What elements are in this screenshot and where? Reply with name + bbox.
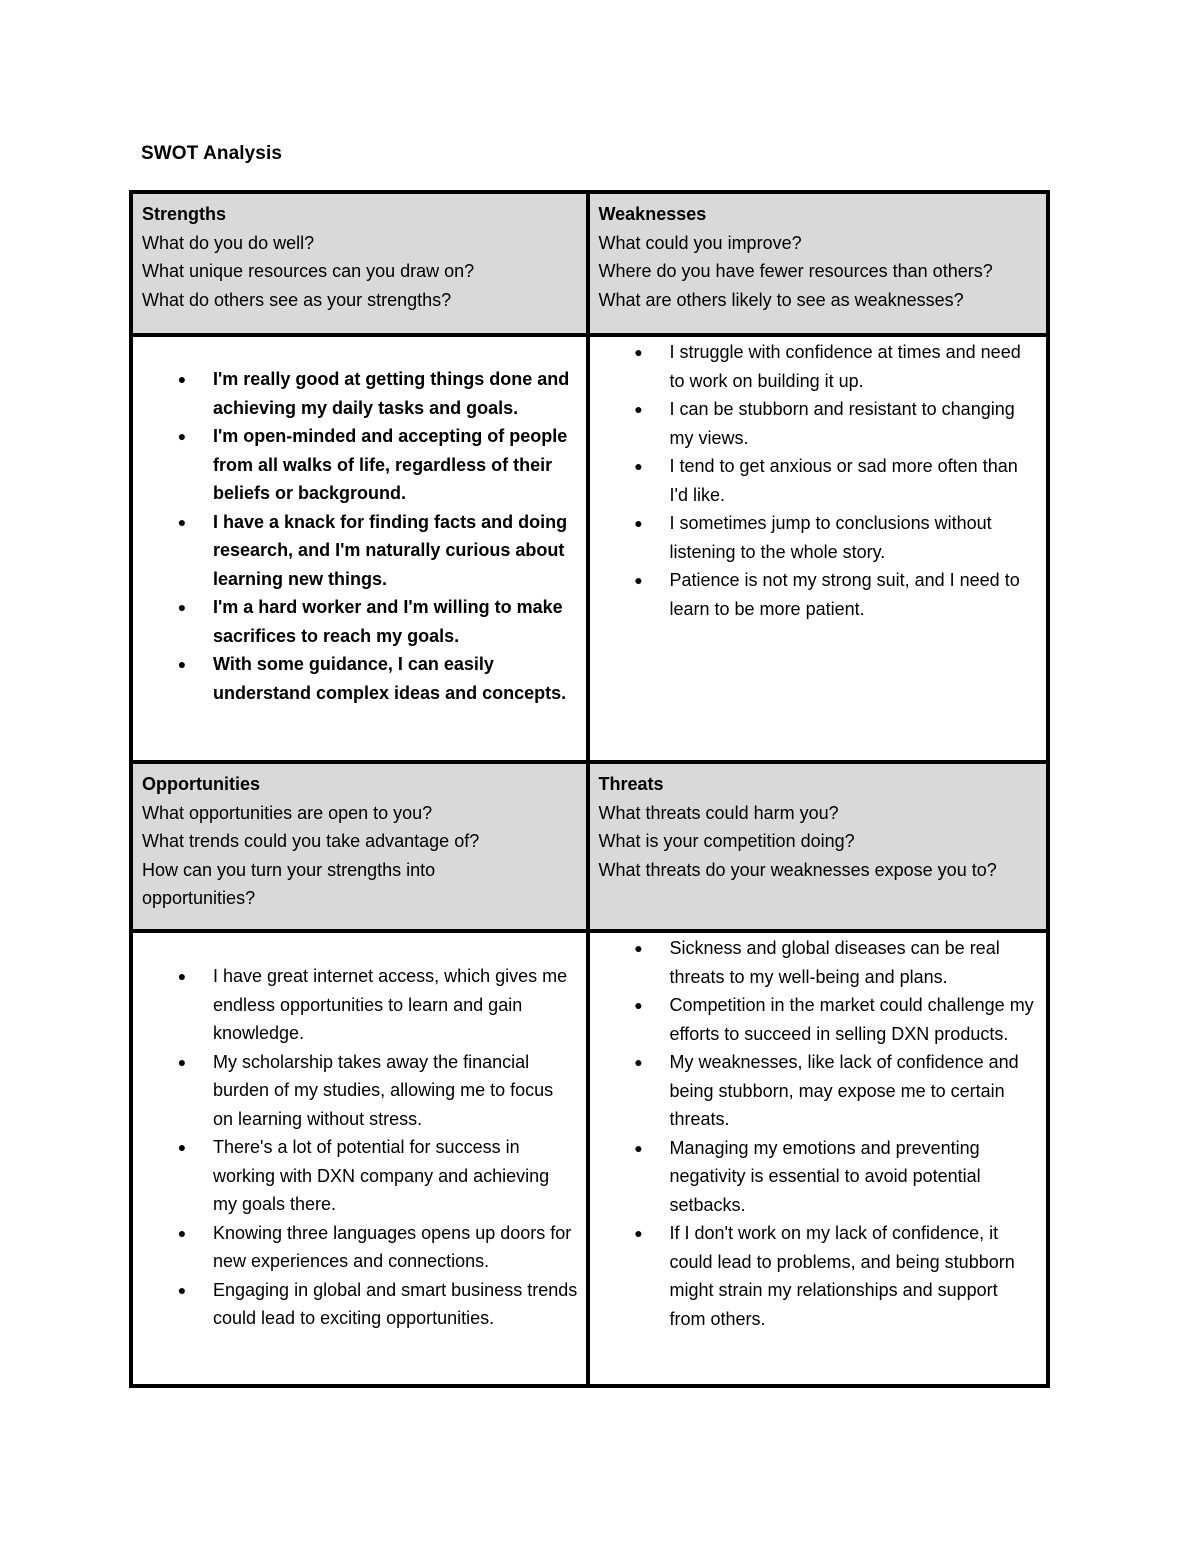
bullet-icon: ● (177, 599, 187, 615)
page-title: SWOT Analysis (141, 143, 283, 164)
list-item (133, 1133, 582, 1219)
bullet-icon: ● (177, 371, 187, 387)
threats-heading: Threats (598, 774, 664, 794)
bullet-icon: ● (634, 940, 643, 956)
bullet-icon: ● (634, 401, 643, 417)
list-item (590, 566, 1043, 623)
list-item (590, 509, 1043, 566)
bullet-icon: ● (177, 513, 187, 530)
list-item-text: I struggle with confidence at times and need to work on building it up. (669, 342, 1021, 391)
list-item (133, 1219, 582, 1276)
list-item (133, 1276, 582, 1333)
list-item-text: I sometimes jump to conclusions without listening to the whole story. (669, 513, 992, 562)
weaknesses-list (590, 338, 1043, 623)
bullet-icon: ● (634, 1139, 643, 1156)
list-item-text: I'm open-minded and accepting of people from all walks of life, regardless of their beliefs or background. (213, 426, 568, 503)
list-item-text: I have a knack for finding facts and doing research, and I'm naturally curious about learning new things. (213, 511, 568, 589)
list-item (133, 650, 582, 707)
threats-prompt: What threats do your weaknesses expose you to? (598, 859, 997, 880)
list-item (133, 1048, 582, 1134)
threats-content-cell (590, 933, 1047, 1384)
weaknesses-prompt: What could you improve? (598, 232, 802, 253)
strengths-list (133, 365, 582, 707)
list-item-text: Engaging in global and smart business trends could lead to exciting opportunities. (213, 1279, 578, 1328)
list-item (133, 593, 582, 650)
opportunities-header-cell (133, 764, 590, 933)
list-item (133, 365, 582, 422)
weaknesses-content-cell (590, 337, 1047, 764)
list-item (590, 1219, 1043, 1333)
list-item (590, 991, 1043, 1048)
strengths-header-cell (133, 194, 590, 337)
bullet-icon: ● (177, 1224, 187, 1241)
threats-prompt: What threats could harm you? (598, 802, 839, 823)
opportunities-prompt: What opportunities are open to you? (142, 802, 433, 823)
swot-table (129, 190, 1050, 1388)
list-item (133, 508, 582, 594)
strengths-heading: Strengths (142, 204, 227, 224)
strengths-prompt: What unique resources can you draw on? (142, 261, 475, 281)
list-item-text: My weaknesses, like lack of confidence and being stubborn, may expose me to certain threats. (669, 1052, 1019, 1129)
weaknesses-prompt: Where do you have fewer resources than others? (598, 261, 993, 281)
list-item (590, 934, 1043, 991)
bullet-icon: ● (177, 968, 187, 984)
weaknesses-heading: Weaknesses (598, 204, 707, 224)
list-item-text: Managing my emotions and preventing negativity is essential to avoid potential setbacks. (669, 1137, 981, 1215)
list-item-text: My scholarship takes away the financial burden of my studies, allowing me to focus on learning without stress. (213, 1051, 554, 1129)
list-item-text: I tend to get anxious or sad more often than I'd like. (669, 456, 1018, 505)
list-item-text: Sickness and global diseases can be real threats to my well-being and plans. (669, 938, 1000, 987)
list-item-text: I can be stubborn and resistant to changing my views. (669, 399, 1015, 448)
list-item (133, 962, 582, 1048)
strengths-content-cell (133, 337, 590, 764)
strengths-prompt: What do others see as your strengths? (142, 289, 452, 310)
bullet-icon: ● (177, 1281, 187, 1298)
threats-list (590, 934, 1043, 1333)
list-item-text: There's a lot of potential for success in working with DXN company and achieving my goals there. (213, 1137, 550, 1214)
list-item-text: I'm a hard worker and I'm willing to make sacrifices to reach my goals. (213, 597, 563, 646)
strengths-prompt: What do you do well? (142, 232, 315, 253)
list-item-text: Patience is not my strong suit, and I need to learn to be more patient. (669, 570, 1020, 619)
list-item-text: If I don't work on my lack of confidence, it could lead to problems, and being stubborn might strain my relationships and support from others. (669, 1223, 1015, 1329)
list-item-text: Competition in the market could challenge my efforts to succeed in selling DXN products. (669, 995, 1034, 1044)
bullet-icon: ● (177, 428, 187, 444)
opportunities-prompt: How can you turn your strengths into opportunities? (142, 859, 436, 908)
list-item-text: I'm really good at getting things done and achieving my daily tasks and goals. (213, 369, 570, 418)
bullet-icon: ● (634, 515, 643, 531)
list-item-text: With some guidance, I can easily understand complex ideas and concepts. (213, 654, 567, 703)
list-item (590, 452, 1043, 509)
list-item (590, 395, 1043, 452)
list-item-text: Knowing three languages opens up doors for new experiences and connections. (213, 1222, 572, 1271)
opportunities-list (133, 962, 582, 1333)
bullet-icon: ● (634, 572, 643, 588)
bullet-icon: ● (634, 1225, 643, 1241)
weaknesses-prompt: What are others likely to see as weaknesses? (598, 289, 964, 310)
bullet-icon: ● (634, 997, 643, 1013)
list-item (590, 1048, 1043, 1134)
bullet-icon: ● (634, 1054, 643, 1070)
opportunities-prompt: What trends could you take advantage of? (142, 831, 480, 851)
weaknesses-header-cell (590, 194, 1047, 337)
list-item (133, 422, 582, 508)
bullet-icon: ● (634, 344, 643, 360)
opportunities-content-cell (133, 933, 590, 1384)
bullet-icon: ● (177, 1139, 187, 1155)
list-item (590, 1134, 1043, 1220)
opportunities-heading: Opportunities (142, 774, 260, 794)
bullet-icon: ● (177, 656, 187, 672)
threats-prompt: What is your competition doing? (598, 831, 855, 851)
bullet-icon: ● (177, 1053, 187, 1070)
list-item-text: I have great internet access, which gives me endless opportunities to learn and gain knowledge. (213, 966, 568, 1043)
bullet-icon: ● (634, 458, 643, 474)
threats-header-cell (590, 764, 1047, 933)
list-item (590, 338, 1043, 395)
